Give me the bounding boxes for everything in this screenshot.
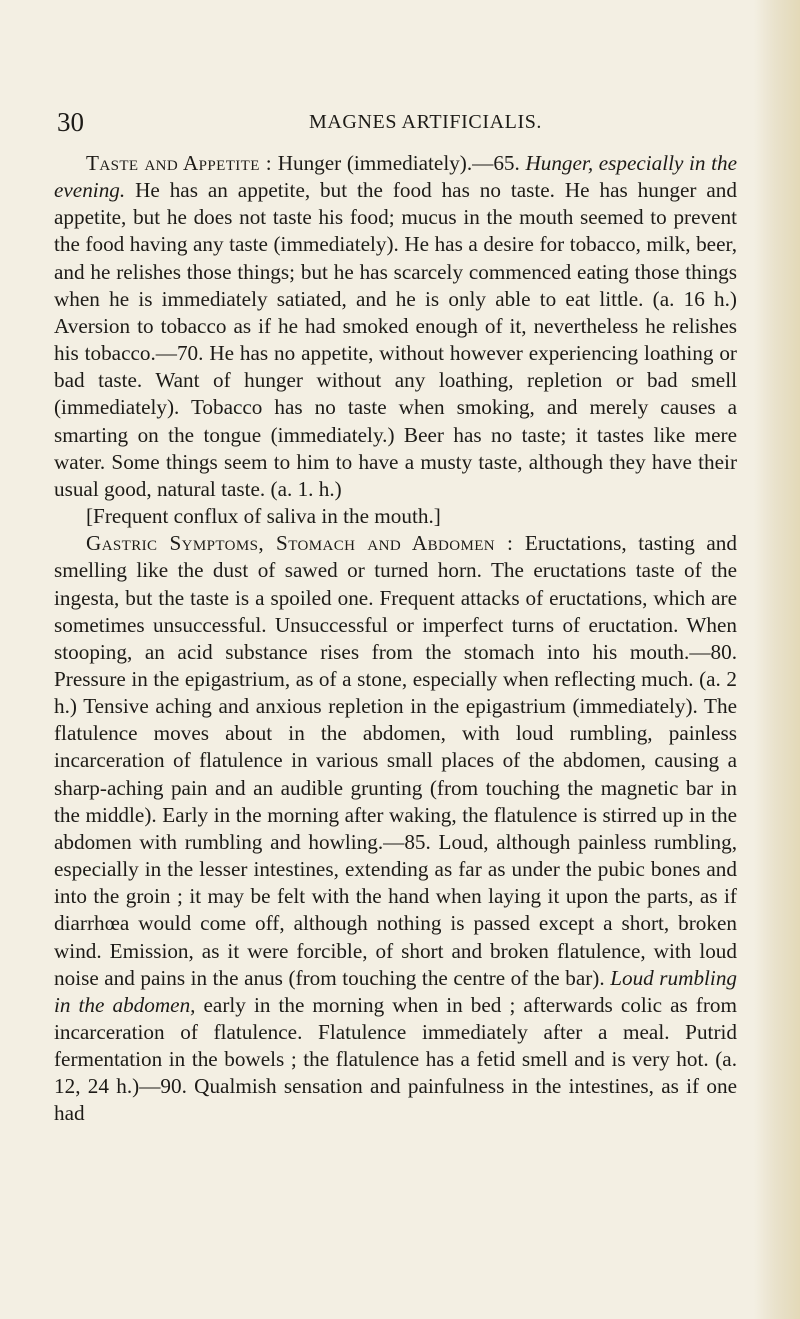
text-segment: Hunger (immediately).—65. <box>272 151 526 175</box>
body-text <box>54 150 737 1128</box>
running-title: MAGNES ARTIFICIALIS. <box>309 111 543 133</box>
section-heading-taste-appetite: Taste and Appetite : <box>86 151 273 175</box>
paragraph-taste-appetite <box>54 150 737 503</box>
paragraph-saliva <box>54 503 737 530</box>
text-segment: He has an appetite, but the food has no taste. He has hunger and appetite, but he does not taste his food; mucus in the mouth seemed to prevent the food having any taste (immediately). He has a desire for tobacco, milk, beer, and he relishes those things; but he has scarcely commenced eating those things when he is immediately satiated, and he is only able to eat little. (a. 16 h.) Aversion to tobacco as if he had smoked enough of it, nevertheless he relishes his tobacco.—70. He has no appetite, without however experiencing loathing or bad taste. Want of hunger without any loathing, repletion or bad smell (immediately). Tobacco has no taste when smoking, and merely causes a smarting on the tongue (immediately.) Beer has no taste; it tastes like mere water. Some things seem to him to have a musty taste, although they have their usual good, natural taste. (a. 1. h.) <box>54 178 737 501</box>
page-header <box>57 107 737 141</box>
text-segment: early in the morning when in bed ; afterwards colic as from incarceration of flatulence. Flatulence immediately after a meal. Putrid fermentation in the bowels ; the flatulence has a fetid smell and is very hot. (a. 12, 24 h.)—90. Qualmish sensation and painfulness in the intestines, as if one had <box>54 992 737 1126</box>
text-segment: [Frequent conflux of saliva in the mouth.] <box>86 504 441 529</box>
paragraph-gastric-symptoms <box>54 530 737 1127</box>
section-heading-gastric-symptoms: Gastric Symptoms, Stomach and Abdomen : <box>86 531 514 556</box>
page-edge-shadow <box>754 0 800 1319</box>
italic-segment: Loud rumbling in the abdomen, <box>54 965 738 1017</box>
page-number: 30 <box>57 107 84 137</box>
text-segment: Eructations, tasting and smelling like the dust of sawed or turned horn. The eructations taste of the ingesta, but the taste is a spoiled one. Frequent attacks of eructations, which are sometimes unsuccessful. Unsuccessful or imperfect turns of eructation. When stooping, an acid substance rises from the stomach into his mouth.—80. Pressure in the epigastrium, as of a stone, especially when reflecting much. (a. 2 h.) Tensive aching and anxious repletion in the epigastrium (immediately). The flatulence moves about in the abdomen, with loud rumbling, painless incarceration of flatulence in various small places of the abdomen, causing a sharp-aching pain and an audible grunting (from touching the magnetic bar in the middle). Early in the morning after waking, the flatulence is stirred up in the abdomen with rumbling and howling.—85. Loud, although painless rumbling, especially in the lesser intestines, extending as far as under the pubic bones and into the groin ; it may be felt with the hand when laying it upon the parts, as if diarrhœa would come off, although nothing is passed except a short, broken wind. Emission, as it were forcible, of short and broken flatulence, with loud noise and pains in the anus (from touching the centre of the bar). <box>54 531 737 990</box>
italic-segment: Hunger, especially in the evening. <box>54 151 737 203</box>
